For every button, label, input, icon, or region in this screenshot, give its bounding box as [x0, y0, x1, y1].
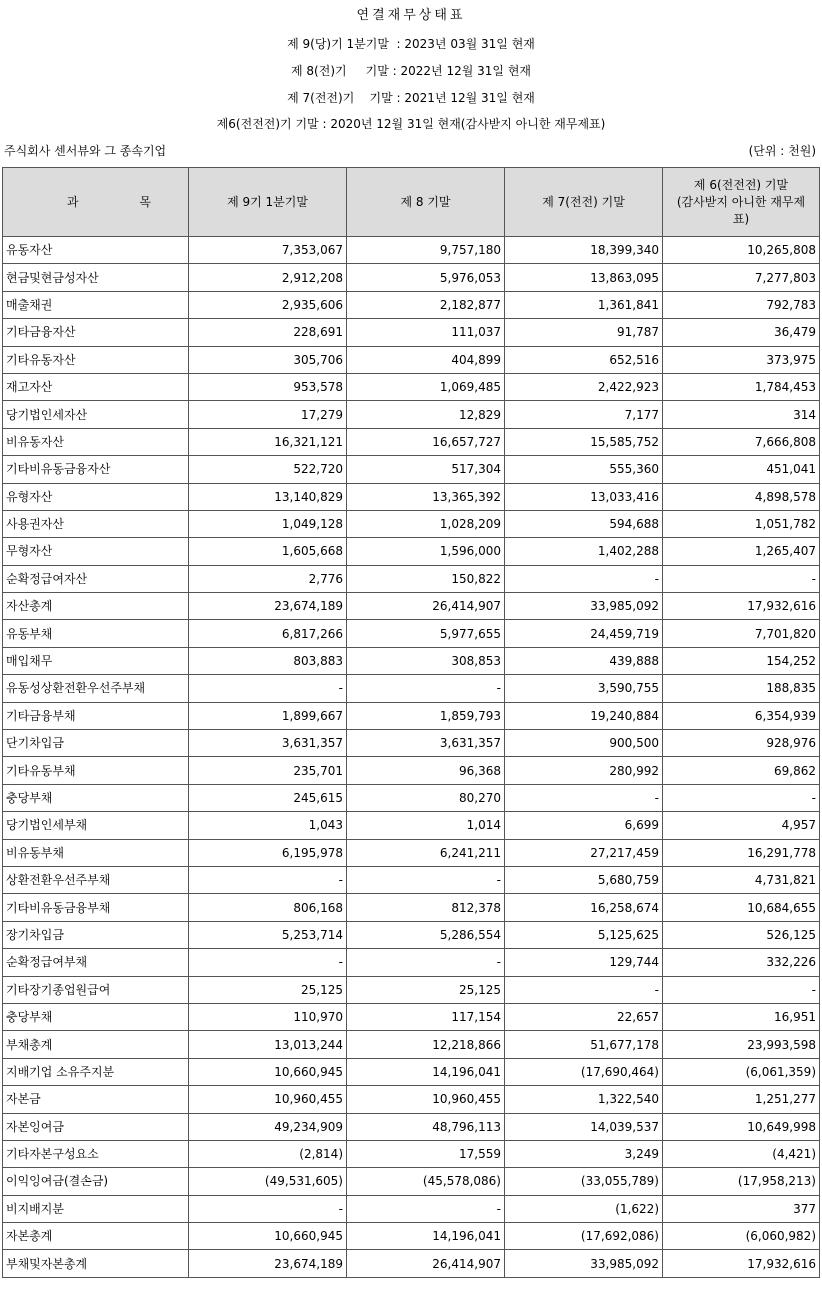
row-value: 12,218,866 [347, 1031, 505, 1058]
table-row [3, 702, 820, 729]
row-value: 1,028,209 [347, 510, 505, 537]
row-label: 충당부채 [3, 784, 189, 811]
period-prior-3: 제6(전전전)기 기말 : 2020년 12월 31일 현재(감사받지 아니한 재무제표) [216, 117, 606, 131]
table-row [3, 483, 820, 510]
row-value: 308,853 [347, 647, 505, 674]
balance-sheet-table [2, 167, 820, 1278]
table-row [3, 1168, 820, 1195]
table-row [3, 1031, 820, 1058]
table-row [3, 894, 820, 921]
row-value: - [347, 1195, 505, 1222]
table-row [3, 593, 820, 620]
row-value: 451,041 [663, 456, 820, 483]
row-label: 유동부채 [3, 620, 189, 647]
row-label: 유형자산 [3, 483, 189, 510]
row-value: 24,459,719 [505, 620, 663, 647]
row-value: 517,304 [347, 456, 505, 483]
row-value: 7,177 [505, 401, 663, 428]
header-col-fy6-line2: (감사받지 아니한 재무제 [676, 194, 806, 209]
table-row [3, 510, 820, 537]
row-value: 14,196,041 [347, 1223, 505, 1250]
row-label: 유동자산 [3, 237, 189, 264]
row-label: 기타비유동금융자산 [3, 456, 189, 483]
row-value: - [189, 949, 347, 976]
row-value: 652,516 [505, 346, 663, 373]
row-label: 비유동자산 [3, 428, 189, 455]
row-value: 4,957 [663, 812, 820, 839]
header-col-fy8: 제 8 기말 [347, 168, 505, 237]
row-value: 5,680,759 [505, 866, 663, 893]
row-value: 33,985,092 [505, 1250, 663, 1277]
row-value: 33,985,092 [505, 593, 663, 620]
row-value: 404,899 [347, 346, 505, 373]
row-value: 1,265,407 [663, 538, 820, 565]
row-label: 당기법인세부채 [3, 812, 189, 839]
row-value: 6,241,211 [347, 839, 505, 866]
row-value: - [189, 866, 347, 893]
row-value: 22,657 [505, 1003, 663, 1030]
row-value: - [347, 949, 505, 976]
row-value: (33,055,789) [505, 1168, 663, 1195]
row-value: 3,249 [505, 1140, 663, 1167]
row-label: 기타금융부채 [3, 702, 189, 729]
row-value: 129,744 [505, 949, 663, 976]
table-row [3, 647, 820, 674]
row-value: (4,421) [663, 1140, 820, 1167]
row-value: 953,578 [189, 373, 347, 400]
row-value: 49,234,909 [189, 1113, 347, 1140]
row-value: 17,932,616 [663, 593, 820, 620]
row-value: 314 [663, 401, 820, 428]
row-value: 1,402,288 [505, 538, 663, 565]
row-value: 803,883 [189, 647, 347, 674]
row-value: 6,195,978 [189, 839, 347, 866]
row-value: - [189, 675, 347, 702]
row-value: 10,265,808 [663, 237, 820, 264]
row-label: 무형자산 [3, 538, 189, 565]
row-value: 10,660,945 [189, 1223, 347, 1250]
row-value: (6,061,359) [663, 1058, 820, 1085]
row-label: 기타유동자산 [3, 346, 189, 373]
row-value: 1,784,453 [663, 373, 820, 400]
row-value: 14,039,537 [505, 1113, 663, 1140]
row-value: 150,822 [347, 565, 505, 592]
row-label: 유동성상환전환우선주부채 [3, 675, 189, 702]
row-value: 16,657,727 [347, 428, 505, 455]
row-label: 기타유동부채 [3, 757, 189, 784]
period-prior-2: 제 7(전전)기 기말 : 2021년 12월 31일 현재 [287, 91, 535, 105]
row-value: 69,862 [663, 757, 820, 784]
row-value: 25,125 [347, 976, 505, 1003]
row-value: - [663, 976, 820, 1003]
row-value: - [505, 565, 663, 592]
row-label: 자본금 [3, 1086, 189, 1113]
row-value: 154,252 [663, 647, 820, 674]
table-row [3, 866, 820, 893]
statement-title: 연결재무상태표 [356, 8, 466, 23]
row-value: 36,479 [663, 319, 820, 346]
row-value: 25,125 [189, 976, 347, 1003]
row-value: 117,154 [347, 1003, 505, 1030]
row-value: 5,977,655 [347, 620, 505, 647]
row-value: 13,033,416 [505, 483, 663, 510]
row-value: 6,817,266 [189, 620, 347, 647]
row-value: 17,932,616 [663, 1250, 820, 1277]
row-value: 13,863,095 [505, 264, 663, 291]
row-value: 377 [663, 1195, 820, 1222]
row-value: 18,399,340 [505, 237, 663, 264]
header-subject [3, 168, 189, 237]
table-row [3, 839, 820, 866]
row-label: 상환전환우선주부채 [3, 866, 189, 893]
row-value: 1,251,277 [663, 1086, 820, 1113]
row-value: 91,787 [505, 319, 663, 346]
row-value: - [347, 675, 505, 702]
row-value: 15,585,752 [505, 428, 663, 455]
row-value: 792,783 [663, 291, 820, 318]
row-value: 23,993,598 [663, 1031, 820, 1058]
row-value: 7,701,820 [663, 620, 820, 647]
row-value: 3,631,357 [189, 730, 347, 757]
table-row [3, 319, 820, 346]
row-label: 매입채무 [3, 647, 189, 674]
table-row [3, 1223, 820, 1250]
row-label: 기타자본구성요소 [3, 1140, 189, 1167]
header-col-fy6-line1: 제 6(전전전) 기말 [693, 177, 789, 192]
table-row [3, 1058, 820, 1085]
table-row [3, 949, 820, 976]
table-row [3, 620, 820, 647]
table-row [3, 1140, 820, 1167]
row-value: 188,835 [663, 675, 820, 702]
row-label: 비지배지분 [3, 1195, 189, 1222]
row-value: 812,378 [347, 894, 505, 921]
row-value: (17,690,464) [505, 1058, 663, 1085]
row-value: 2,182,877 [347, 291, 505, 318]
row-value: 111,037 [347, 319, 505, 346]
table-row [3, 730, 820, 757]
table-row [3, 976, 820, 1003]
table-row [3, 373, 820, 400]
row-label: 순확정급여자산 [3, 565, 189, 592]
row-label: 부채총계 [3, 1031, 189, 1058]
row-value: 1,361,841 [505, 291, 663, 318]
row-value: 1,605,668 [189, 538, 347, 565]
row-label: 자본잉여금 [3, 1113, 189, 1140]
row-label: 단기차입금 [3, 730, 189, 757]
row-value: 522,720 [189, 456, 347, 483]
table-row [3, 237, 820, 264]
row-value: 10,649,998 [663, 1113, 820, 1140]
table-row [3, 565, 820, 592]
table-row [3, 757, 820, 784]
row-value: 594,688 [505, 510, 663, 537]
row-value: - [347, 866, 505, 893]
table-row [3, 346, 820, 373]
row-value: (2,814) [189, 1140, 347, 1167]
row-value: 305,706 [189, 346, 347, 373]
period-current: 제 9(당)기 1분기말 : 2023년 03월 31일 현재 [287, 37, 535, 51]
row-value: 280,992 [505, 757, 663, 784]
row-label: 장기차입금 [3, 921, 189, 948]
row-value: 6,354,939 [663, 702, 820, 729]
row-value: 1,069,485 [347, 373, 505, 400]
row-label: 사용권자산 [3, 510, 189, 537]
period-prior: 제 8(전)기 기말 : 2022년 12월 31일 현재 [291, 64, 531, 78]
row-label: 부채및자본총계 [3, 1250, 189, 1277]
row-value: 526,125 [663, 921, 820, 948]
row-value: (17,958,213) [663, 1168, 820, 1195]
row-value: (6,060,982) [663, 1223, 820, 1250]
row-value: 110,970 [189, 1003, 347, 1030]
table-row [3, 675, 820, 702]
row-value: 5,125,625 [505, 921, 663, 948]
row-value: 13,013,244 [189, 1031, 347, 1058]
table-row [3, 1113, 820, 1140]
row-label: 당기법인세자산 [3, 401, 189, 428]
row-value: 7,277,803 [663, 264, 820, 291]
row-value: 51,677,178 [505, 1031, 663, 1058]
row-value: - [505, 784, 663, 811]
table-row [3, 1250, 820, 1277]
row-value: 16,321,121 [189, 428, 347, 455]
row-value: 10,960,455 [347, 1086, 505, 1113]
row-value: - [663, 784, 820, 811]
row-label: 매출채권 [3, 291, 189, 318]
row-label: 자본총계 [3, 1223, 189, 1250]
row-value: 2,912,208 [189, 264, 347, 291]
table-row [3, 264, 820, 291]
row-value: 4,731,821 [663, 866, 820, 893]
header-col-fy6-line3: 표) [732, 211, 750, 226]
row-value: 1,043 [189, 812, 347, 839]
row-value: 1,596,000 [347, 538, 505, 565]
row-value: 23,674,189 [189, 1250, 347, 1277]
row-value: 80,270 [347, 784, 505, 811]
header-subject-b: 목 [139, 194, 151, 209]
table-row [3, 428, 820, 455]
row-value: 1,322,540 [505, 1086, 663, 1113]
row-value: 332,226 [663, 949, 820, 976]
row-value: 373,975 [663, 346, 820, 373]
row-value: 16,291,778 [663, 839, 820, 866]
row-label: 현금및현금성자산 [3, 264, 189, 291]
table-row [3, 1195, 820, 1222]
table-header-row [3, 168, 820, 237]
row-value: 23,674,189 [189, 593, 347, 620]
row-value: 6,699 [505, 812, 663, 839]
row-value: 228,691 [189, 319, 347, 346]
row-label: 자산총계 [3, 593, 189, 620]
row-value: 10,684,655 [663, 894, 820, 921]
row-value: (45,578,086) [347, 1168, 505, 1195]
row-value: 1,859,793 [347, 702, 505, 729]
row-value: 13,365,392 [347, 483, 505, 510]
row-value: 235,701 [189, 757, 347, 784]
row-value: 27,217,459 [505, 839, 663, 866]
row-value: 48,796,113 [347, 1113, 505, 1140]
row-value: (1,622) [505, 1195, 663, 1222]
row-value: 17,279 [189, 401, 347, 428]
table-row [3, 456, 820, 483]
row-value: 9,757,180 [347, 237, 505, 264]
row-value: 806,168 [189, 894, 347, 921]
row-value: 5,976,053 [347, 264, 505, 291]
row-value: 26,414,907 [347, 593, 505, 620]
row-value: 2,776 [189, 565, 347, 592]
row-value: 7,666,808 [663, 428, 820, 455]
unit-label: (단위 : 천원) [748, 144, 816, 158]
row-label: 기타장기종업원급여 [3, 976, 189, 1003]
row-value: 555,360 [505, 456, 663, 483]
row-value: 1,899,667 [189, 702, 347, 729]
row-value: 12,829 [347, 401, 505, 428]
row-value: 7,353,067 [189, 237, 347, 264]
row-value: 2,422,923 [505, 373, 663, 400]
row-label: 기타비유동금융부채 [3, 894, 189, 921]
row-value: 5,253,714 [189, 921, 347, 948]
row-value: 16,258,674 [505, 894, 663, 921]
row-label: 기타금융자산 [3, 319, 189, 346]
row-value: 96,368 [347, 757, 505, 784]
row-value: 19,240,884 [505, 702, 663, 729]
row-value: 4,898,578 [663, 483, 820, 510]
row-value: 10,660,945 [189, 1058, 347, 1085]
row-value: 900,500 [505, 730, 663, 757]
header-subject-a: 과 [66, 194, 79, 209]
row-label: 충당부채 [3, 1003, 189, 1030]
table-row [3, 538, 820, 565]
row-value: (17,692,086) [505, 1223, 663, 1250]
header-col-fy6 [663, 168, 820, 237]
row-label: 이익잉여금(결손금) [3, 1168, 189, 1195]
table-row [3, 401, 820, 428]
header-col-fy7: 제 7(전전) 기말 [505, 168, 663, 237]
row-value: 14,196,041 [347, 1058, 505, 1085]
row-value: 17,559 [347, 1140, 505, 1167]
table-row [3, 784, 820, 811]
table-row [3, 812, 820, 839]
row-value: 2,935,606 [189, 291, 347, 318]
row-value: - [663, 565, 820, 592]
row-label: 지배기업 소유주지분 [3, 1058, 189, 1085]
row-value: 1,014 [347, 812, 505, 839]
row-value: 928,976 [663, 730, 820, 757]
company-name: 주식회사 센서뷰와 그 종속기업 [4, 144, 167, 158]
row-value: 245,615 [189, 784, 347, 811]
row-label: 재고자산 [3, 373, 189, 400]
row-value: 10,960,455 [189, 1086, 347, 1113]
row-value: 3,631,357 [347, 730, 505, 757]
row-value: 26,414,907 [347, 1250, 505, 1277]
table-row [3, 921, 820, 948]
row-value: - [189, 1195, 347, 1222]
table-row [3, 1086, 820, 1113]
row-value: (49,531,605) [189, 1168, 347, 1195]
row-value: 5,286,554 [347, 921, 505, 948]
row-value: 1,051,782 [663, 510, 820, 537]
row-value: 3,590,755 [505, 675, 663, 702]
row-value: 16,951 [663, 1003, 820, 1030]
table-row [3, 291, 820, 318]
table-row [3, 1003, 820, 1030]
row-value: 1,049,128 [189, 510, 347, 537]
row-label: 비유동부채 [3, 839, 189, 866]
row-value: 13,140,829 [189, 483, 347, 510]
row-label: 순확정급여부채 [3, 949, 189, 976]
header-col-q1: 제 9기 1분기말 [189, 168, 347, 237]
row-value: 439,888 [505, 647, 663, 674]
row-value: - [505, 976, 663, 1003]
